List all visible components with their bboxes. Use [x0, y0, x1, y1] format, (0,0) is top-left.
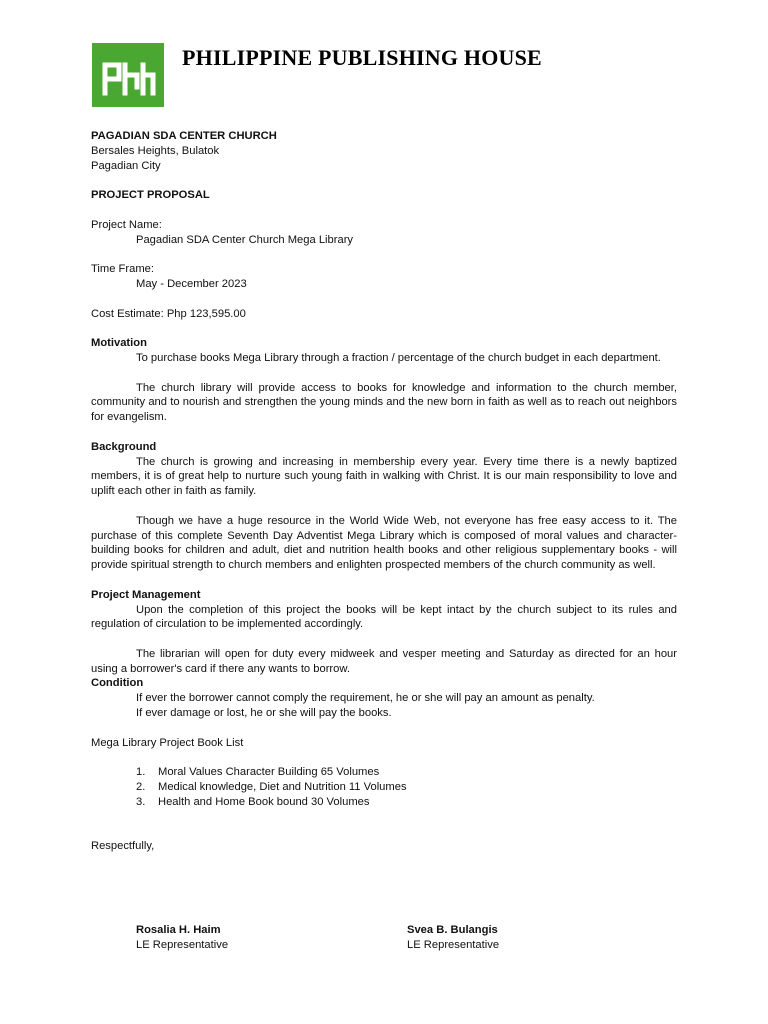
motivation-heading: Motivation: [91, 337, 147, 350]
list-item: [91, 795, 677, 810]
time-frame-label: Time Frame:: [91, 263, 154, 276]
motivation-paragraph-1: To purchase books Mega Library through a fraction / percentage of the church budget in each department.: [136, 351, 661, 364]
list-item: [91, 780, 677, 795]
book-list: [91, 765, 677, 809]
list-item: [91, 765, 677, 780]
background-paragraph-2: Though we have a huge resource in the World Wide Web, not everyone has free easy access to it. The purchase of this complete Seventh Day Adventist Mega Library which is composed of moral values and character-building books for children and adult, diet and nutrition health books and other religious supplementary books - will provide spiritual strength to church members and enlighten prospected members of the church community as well.: [91, 514, 677, 572]
time-frame-value: May - December 2023: [136, 277, 247, 290]
document-title: PROJECT PROPOSAL: [91, 189, 210, 202]
signatory-left: [136, 923, 228, 953]
list-item-number: 1.: [136, 766, 146, 779]
motivation-paragraph-2: The church library will provide access to books for knowledge and information to the church member, community and to nourish and strengthen the young minds and the new born in faith as well as to reach out neighbors for evangelism.: [91, 381, 677, 424]
background-paragraph-1: The church is growing and increasing in membership every year. Every time there is a newly baptized members, it is of great help to nurture such young faith in walking with Christ. It is our main responsibility to love and uplift each other in faith as family.: [91, 455, 677, 498]
project-management-heading: Project Management: [91, 588, 201, 601]
condition-line-2: If ever damage or lost, he or she will pay the books.: [136, 707, 392, 720]
php-logo-icon: [92, 43, 164, 107]
list-item-text: Medical knowledge, Diet and Nutrition 11 Volumes: [158, 781, 407, 794]
project-name-label: Project Name:: [91, 218, 162, 231]
book-list-heading: Mega Library Project Book List: [91, 736, 244, 749]
company-name: PHILIPPINE PUBLISHING HOUSE: [182, 45, 542, 70]
church-name: PAGADIAN SDA CENTER CHURCH: [91, 130, 277, 142]
background-heading: Background: [91, 440, 157, 453]
condition-heading: Condition: [91, 677, 144, 690]
list-item-text: Moral Values Character Building 65 Volumes: [158, 766, 380, 779]
signatory-title: LE Representative: [407, 938, 500, 951]
project-management-paragraph-2: The librarian will open for duty every midweek and vesper meeting and Saturday as directed for an hour using a borrower's card if there any wants to borrow.: [91, 647, 677, 675]
signatory-title: LE Representative: [136, 938, 229, 951]
list-item-number: 2.: [136, 781, 146, 794]
list-item-number: 3.: [136, 795, 146, 808]
closing-salutation: Respectfully,: [91, 840, 155, 853]
php-logo-glyph: [92, 43, 164, 107]
cost-estimate: Cost Estimate: Php 123,595.00: [91, 307, 246, 320]
signatory-right: [407, 923, 499, 953]
church-city: Pagadian City: [91, 159, 161, 172]
address-block: [91, 129, 677, 173]
list-item-text: Health and Home Book bound 30 Volumes: [158, 795, 370, 808]
proposal-document: [91, 129, 677, 854]
project-management-paragraph-1: Upon the completion of this project the books will be kept intact by the church subject to its rules and regulation of circulation to be implemented accordingly.: [91, 603, 677, 631]
condition-line-1: If ever the borrower cannot comply the requirement, he or she will pay an amount as penalty.: [136, 692, 595, 705]
signatory-name: Rosalia H. Haim: [136, 924, 221, 936]
signatory-name: Svea B. Bulangis: [407, 924, 498, 936]
church-street: Bersales Heights, Bulatok: [91, 144, 220, 157]
project-name-value: Pagadian SDA Center Church Mega Library: [136, 233, 354, 246]
